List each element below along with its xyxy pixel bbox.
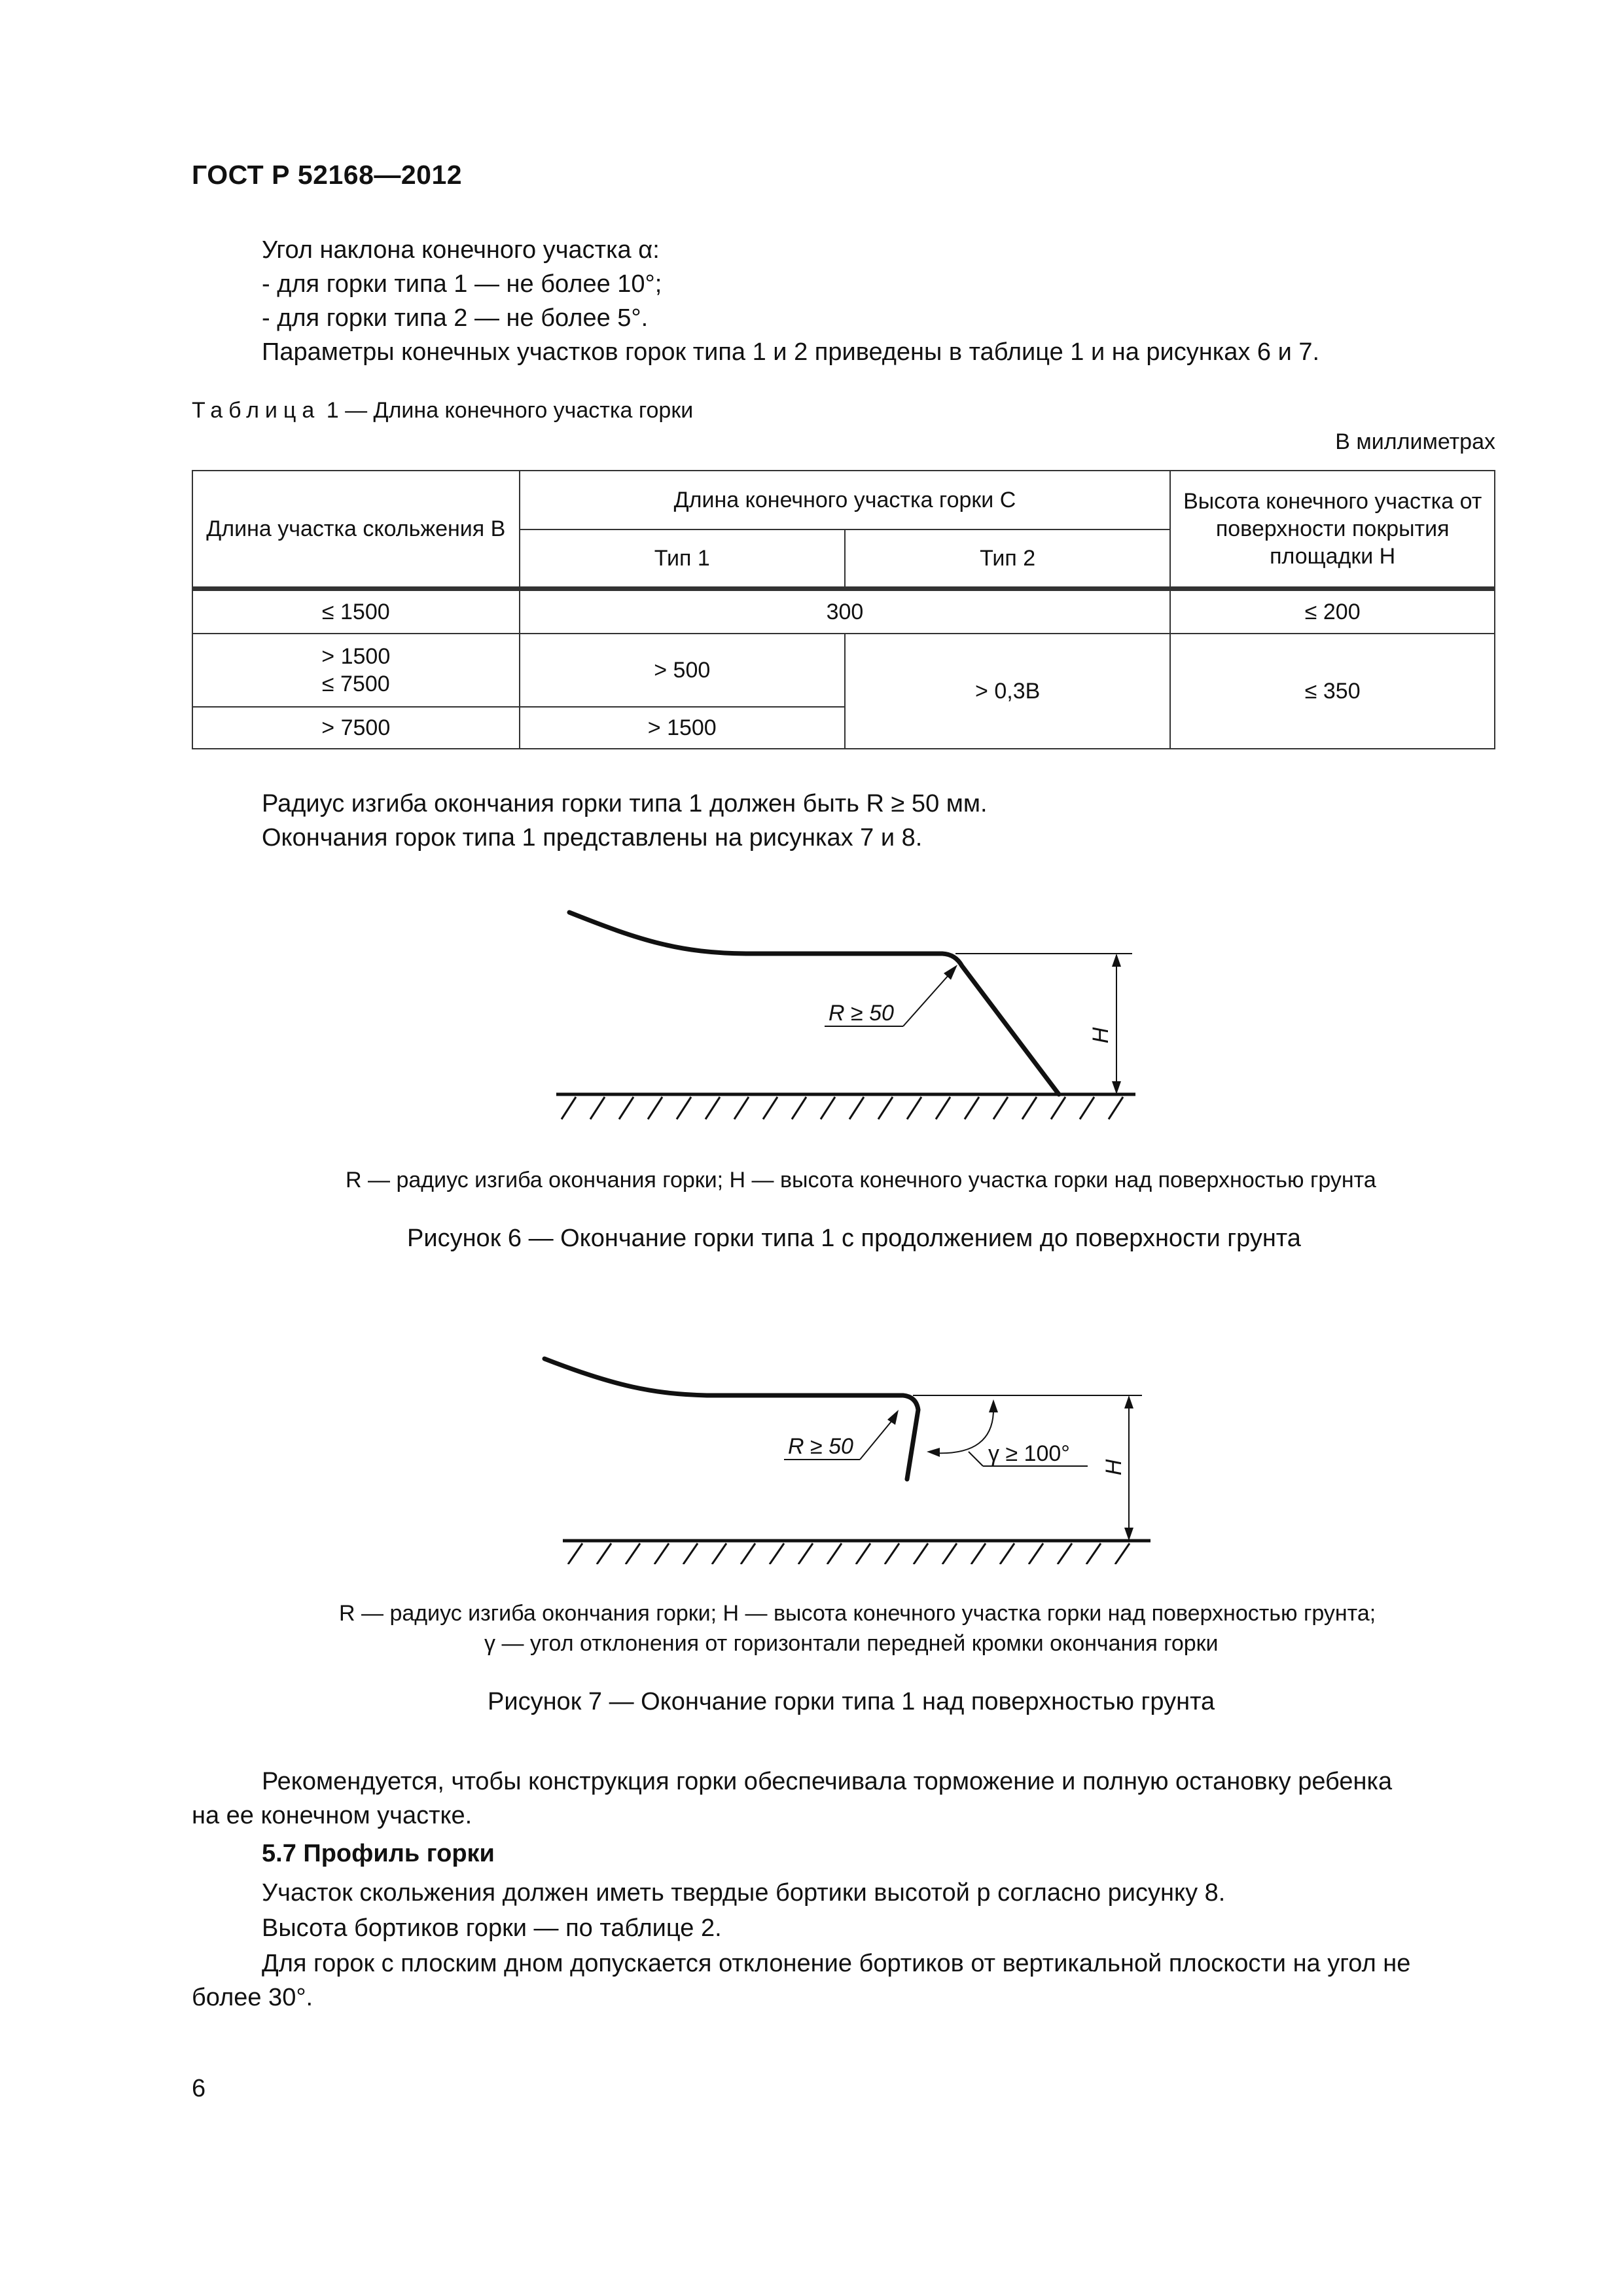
table-caption-prefix: Таблица: [192, 398, 321, 423]
figure-6-legend: R — радиус изгиба окончания горки; H — высота конечного участка горки над поверхностью грунта: [346, 1168, 1376, 1193]
height-arrow-bottom: [1124, 1528, 1133, 1541]
figure-7-title: Рисунок 7 — Окончание горки типа 1 над поверхностью грунта: [488, 1688, 1215, 1715]
profile-paragraph-1: Участок скольжения должен иметь твердые бортики высотой p согласно рисунку 8.: [262, 1879, 1226, 1907]
cell-type-1: > 500: [520, 634, 845, 707]
header-col-c: Длина конечного участка горки C: [520, 471, 1171, 529]
slide-profile: [544, 1359, 918, 1479]
profile-paragraph-2: Высота бортиков горки — по таблице 2.: [262, 1914, 722, 1942]
cell-type-1: > 1500: [520, 707, 845, 749]
header-col-b: Длина участка скольжения B: [192, 471, 520, 588]
height-arrow-bottom: [1112, 1081, 1121, 1094]
cell-b: ≤ 1500: [192, 590, 520, 634]
header-col-h: Высота конечного участка от поверхности покрытия площадки H: [1170, 471, 1495, 588]
profile-paragraph-3: Для горок с плоским дном допускается отклонение бортиков от вертикальной плоскости на угол не: [262, 1950, 1411, 1977]
height-arrow-top: [1124, 1395, 1133, 1408]
angle-arrow-top: [989, 1399, 998, 1412]
angle-leader: [969, 1452, 983, 1466]
radius-label: R ≥ 50: [829, 1001, 894, 1026]
cell-b: > 7500: [192, 707, 520, 749]
table-caption-text: 1 — Длина конечного участка горки: [320, 398, 694, 423]
section-heading: 5.7 Профиль горки: [262, 1840, 495, 1867]
figure-6-diagram: [537, 897, 1165, 1139]
figure-7-legend-line-2: γ — угол отклонения от горизонтали передней кромки окончания горки: [484, 1631, 1219, 1656]
document-header: ГОСТ Р 52168—2012: [192, 160, 463, 190]
figure-7-legend-line-1: R — радиус изгиба окончания горки; H — высота конечного участка горки над поверхностью грунта;: [339, 1601, 1376, 1626]
height-label: H: [1101, 1459, 1126, 1476]
table-units: В миллиметрах: [1335, 429, 1495, 454]
height-label: H: [1088, 1027, 1113, 1044]
intro-line-1: Угол наклона конечного участка α:: [262, 236, 660, 264]
cell-c: 300: [520, 590, 1171, 634]
figure-6-title: Рисунок 6 — Окончание горки типа 1 с продолжением до поверхности грунта: [407, 1225, 1301, 1252]
radius-label: R ≥ 50: [788, 1434, 853, 1459]
cell-type-2: > 0,3B: [845, 634, 1170, 749]
recommendation-line-2: на ее конечном участке.: [192, 1802, 473, 1829]
table-row: [192, 590, 1495, 634]
table-row: [192, 634, 1495, 707]
figures-reference: Окончания горок типа 1 представлены на рисунках 7 и 8.: [262, 824, 923, 852]
header-type-2: Тип 2: [845, 529, 1170, 588]
page-number: 6: [192, 2075, 206, 2102]
cell-b-line-1: > 1500: [321, 644, 391, 669]
profile-paragraph-3-continued: более 30°.: [192, 1984, 313, 2011]
ground-hatching: [562, 1097, 1123, 1119]
angle-arc: [933, 1407, 993, 1453]
intro-line-2: - для горки типа 1 — не более 10°;: [262, 270, 662, 298]
intro-line-4: Параметры конечных участков горок типа 1 и 2 приведены в таблице 1 и на рисунках 6 и 7.: [262, 338, 1320, 366]
table-caption: [192, 398, 693, 423]
angle-arrow-bottom: [927, 1448, 940, 1457]
ground-hatching: [568, 1543, 1130, 1564]
recommendation-line-1: Рекомендуется, чтобы конструкция горки обеспечивала торможение и полную остановку ребенка: [262, 1768, 1393, 1795]
radius-requirement: Радиус изгиба окончания горки типа 1 должен быть R ≥ 50 мм.: [262, 790, 988, 817]
cell-b-line-2: ≤ 7500: [321, 672, 390, 696]
slide-profile: [569, 912, 1059, 1094]
cell-b: [192, 634, 520, 707]
table-1: [192, 470, 1495, 749]
header-type-1: Тип 1: [520, 529, 845, 588]
radius-arrow: [887, 1410, 899, 1425]
intro-line-3: - для горки типа 2 — не более 5°.: [262, 304, 649, 332]
figure-7-diagram: [537, 1342, 1165, 1564]
angle-label: γ ≥ 100°: [988, 1441, 1070, 1466]
height-arrow-top: [1112, 954, 1121, 967]
cell-h: ≤ 200: [1170, 590, 1495, 634]
cell-h: ≤ 350: [1170, 634, 1495, 749]
